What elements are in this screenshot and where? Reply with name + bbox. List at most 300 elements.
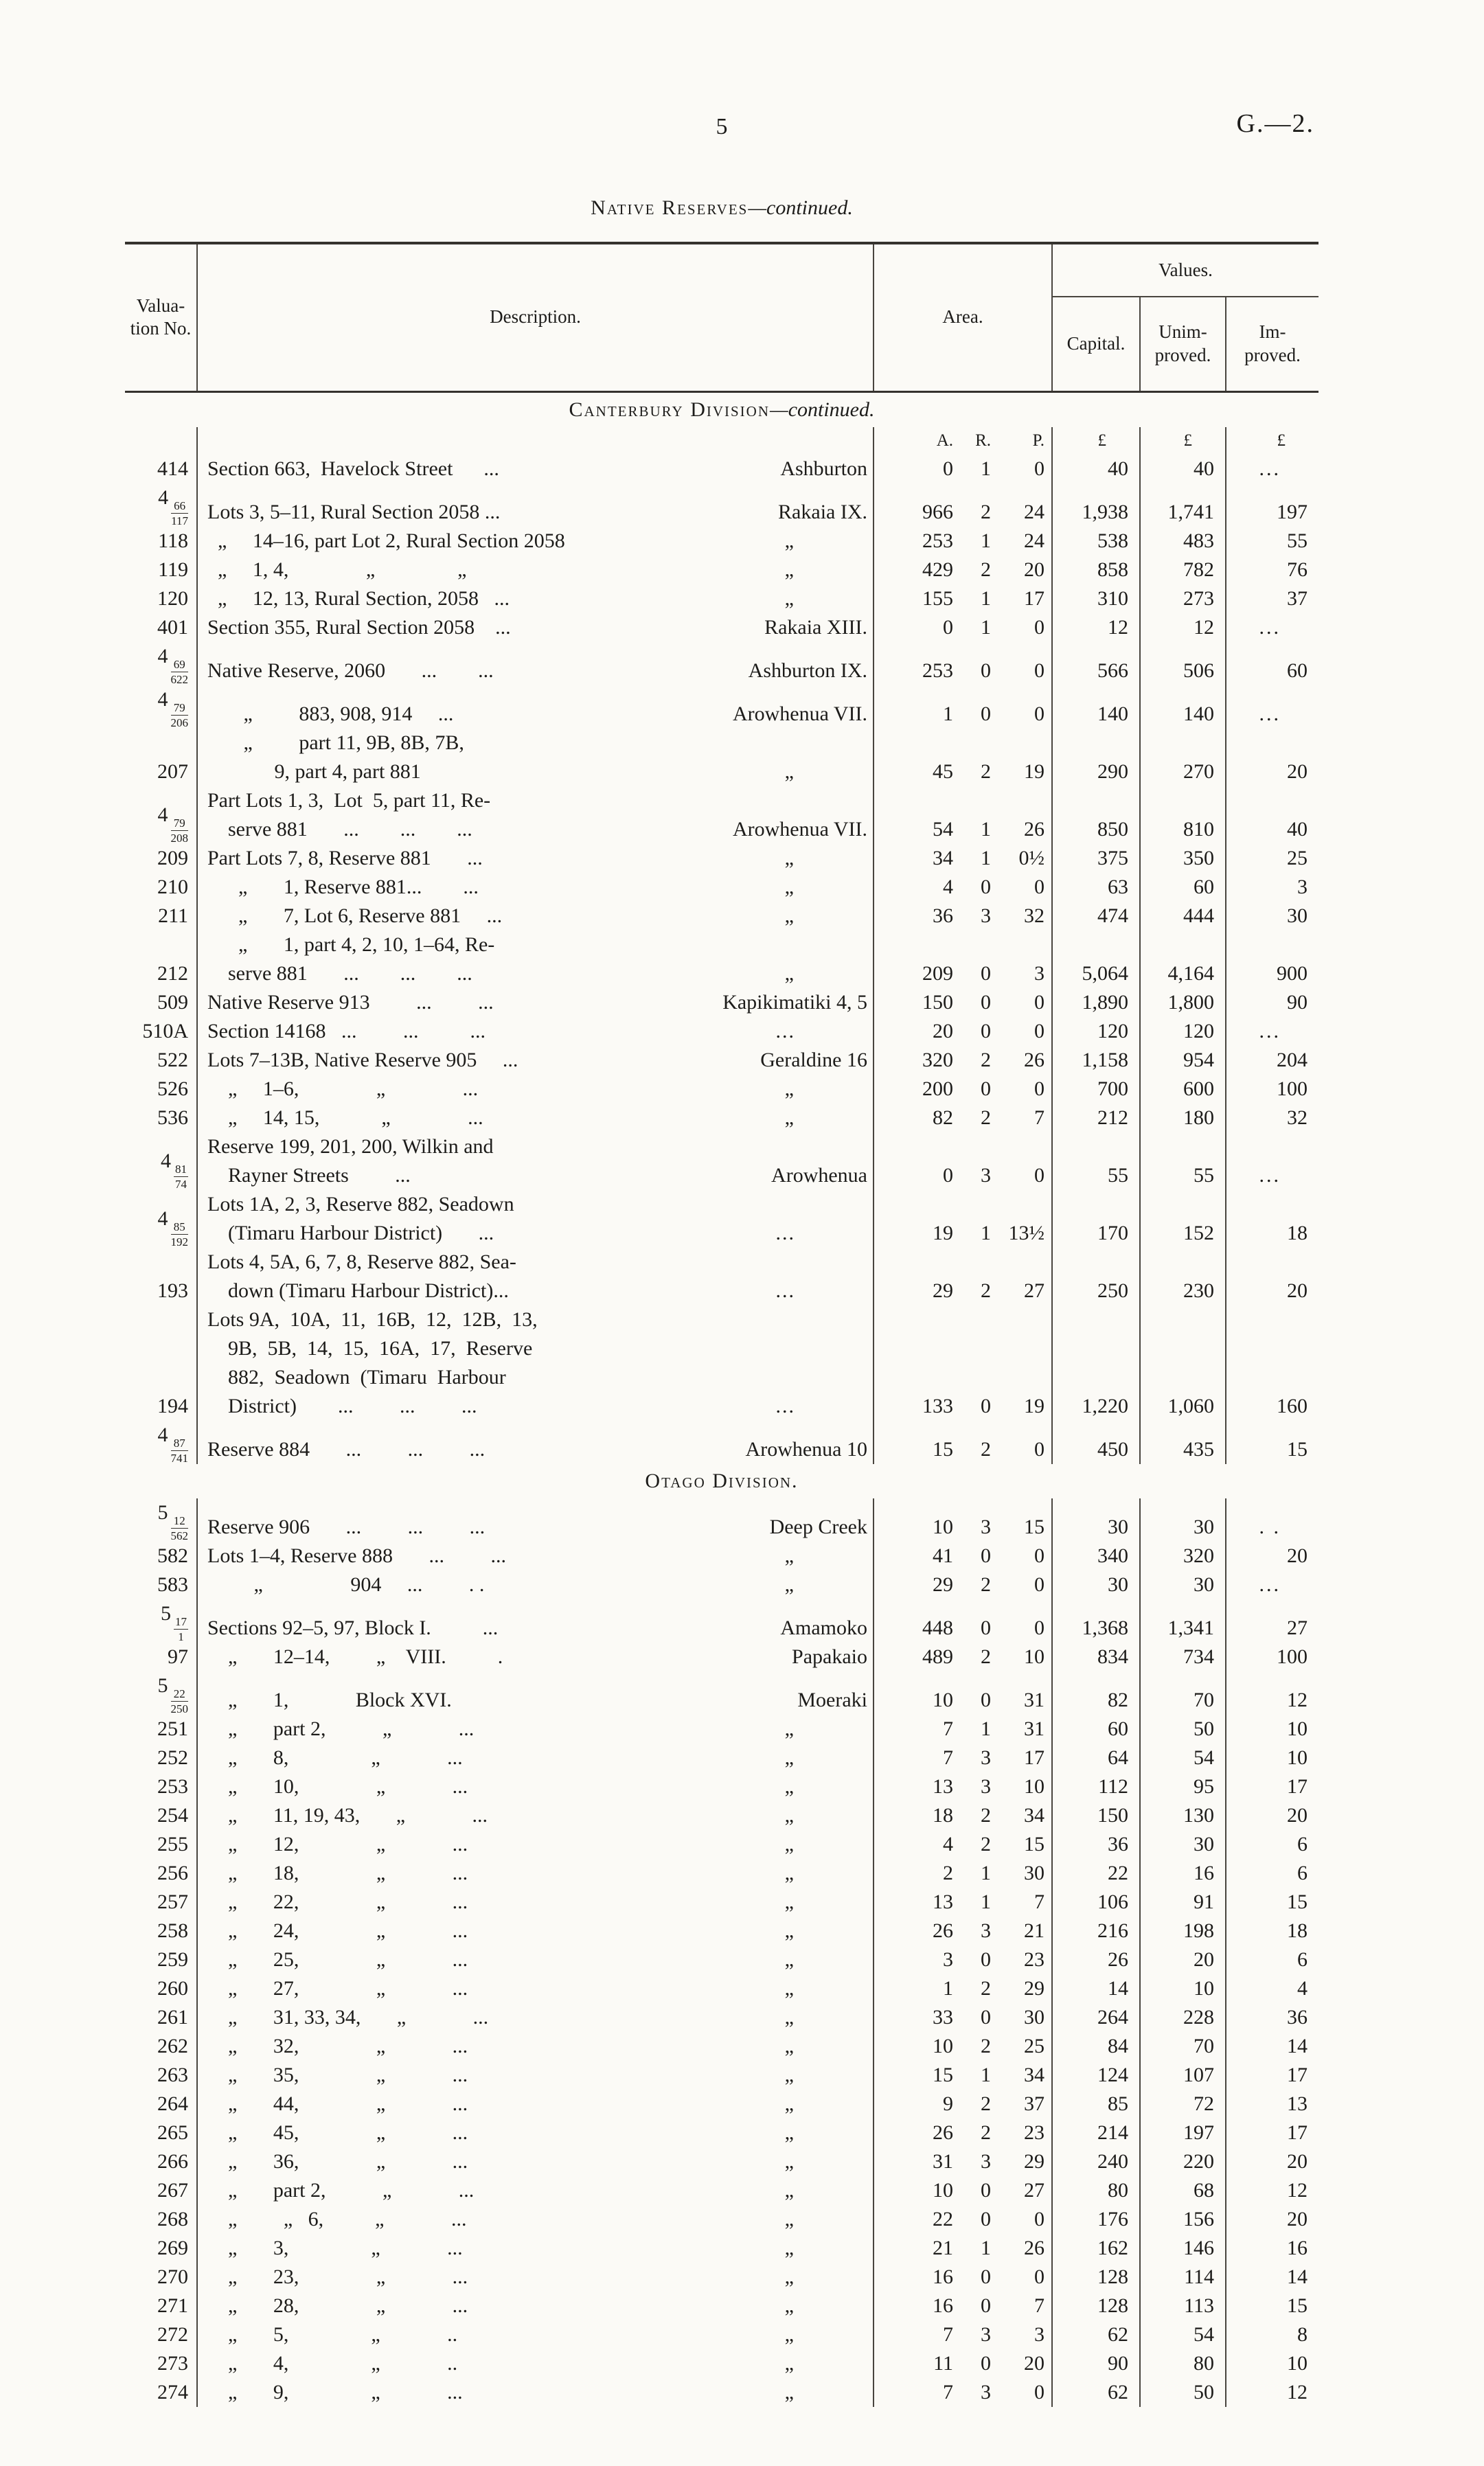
description-line: Lots 7–13B, Native Reserve 905 ...: [207, 1048, 518, 1071]
fraction-numerator: 66: [171, 500, 188, 514]
description-text: [207, 700, 453, 729]
table-row: [125, 2003, 1319, 2032]
table-row: [125, 2349, 1319, 2378]
unit-pound: £: [1277, 431, 1286, 450]
description-cell: [197, 2263, 874, 2292]
improved-value: 17: [1287, 1774, 1308, 1798]
improved-value: 6: [1297, 1861, 1308, 1884]
unimproved-value: 40: [1140, 455, 1226, 483]
table-row: [125, 642, 1319, 685]
valuation-no: 509: [125, 988, 197, 1017]
description-cell: [197, 613, 874, 642]
description-text: [207, 1190, 514, 1248]
fraction-denominator: 622: [170, 672, 188, 686]
area-cell: [874, 1571, 1052, 1599]
improved-value: 8: [1297, 2322, 1308, 2346]
locality: „: [784, 2322, 795, 2346]
fraction-numerator: 79: [171, 817, 189, 831]
description-cell: [197, 1248, 874, 1305]
fraction-denominator: 741: [170, 1451, 188, 1465]
description-line: „ 1, Block XVI.: [207, 1688, 452, 1711]
capital-value: 82: [1052, 1671, 1140, 1715]
fraction-denominator: 74: [175, 1177, 187, 1191]
area-perches: 0: [1034, 2265, 1044, 2288]
unimproved-value: 734: [1140, 1643, 1226, 1671]
locality: „: [784, 2380, 795, 2404]
valuation-no: 583: [125, 1571, 197, 1599]
description-cell: [197, 2090, 874, 2119]
area-acres: 7: [943, 2322, 953, 2346]
description-cell: [197, 1917, 874, 1945]
capital-value: 176: [1052, 2205, 1140, 2234]
improved-value: ...: [1259, 1019, 1281, 1042]
valuation-no: 97: [125, 1643, 197, 1671]
unimproved-value: 95: [1140, 1772, 1226, 1801]
area-roods: 1: [981, 2236, 991, 2259]
description-text: [207, 1305, 538, 1421]
table-row: [125, 2378, 1319, 2407]
area-cell: [874, 1104, 1052, 1132]
valuation-no: 268: [125, 2205, 197, 2234]
area-acres: 10: [933, 2178, 953, 2202]
area-cell: [874, 2205, 1052, 2234]
valuation-no: 522: [125, 1046, 197, 1075]
area-acres: 253: [922, 529, 953, 552]
improved-value: 90: [1287, 990, 1308, 1014]
area-cell: [874, 2234, 1052, 2263]
area-perches: 24: [1024, 529, 1044, 552]
unimproved-value: 198: [1140, 1917, 1226, 1945]
unimproved-value: 483: [1140, 527, 1226, 556]
description-line: „ 1, Reserve 881... ...: [207, 875, 479, 898]
description-cell: [197, 1498, 874, 1542]
description-line: „ 14, 15, „ ...: [207, 1106, 483, 1129]
area-acres: 54: [933, 817, 953, 841]
column-header-unimproved: [1140, 297, 1226, 391]
description-cell: [197, 584, 874, 613]
area-acres: 29: [933, 1279, 953, 1302]
description-line: „ 12–14, „ VIII. .: [207, 1645, 503, 1668]
area-roods: 0: [981, 2005, 991, 2029]
area-cell: [874, 455, 1052, 483]
capital-value: 22: [1052, 1859, 1140, 1888]
valuation-no-whole: 4: [157, 1423, 168, 1446]
capital-value: 62: [1052, 2378, 1140, 2407]
description-line: „ 11, 19, 43, „ ...: [207, 1803, 488, 1827]
valuation-no: 269: [125, 2234, 197, 2263]
area-roods: 2: [981, 1573, 991, 1596]
area-roods: 3: [981, 904, 991, 927]
improved-value: ...: [1259, 457, 1281, 480]
description-cell: [197, 1571, 874, 1599]
fraction-denominator: 562: [170, 1529, 188, 1542]
locality: „: [784, 961, 795, 985]
valuation-no-fraction: [171, 500, 188, 527]
description-text: [207, 1075, 478, 1104]
improved-value: 76: [1287, 558, 1308, 581]
improved-value: 14: [1287, 2265, 1308, 2288]
improved-value: ...: [1259, 1163, 1281, 1187]
improved-value: 100: [1277, 1077, 1308, 1100]
locality: „: [784, 2149, 795, 2173]
area-acres: 45: [933, 760, 953, 783]
description-cell: [197, 1599, 874, 1643]
area-roods: 2: [981, 1279, 991, 1302]
valuation-no: 510A: [125, 1017, 197, 1046]
capital-value: 170: [1052, 1190, 1140, 1248]
unimproved-value: 91: [1140, 1888, 1226, 1917]
improved-value: 20: [1287, 1279, 1308, 1302]
unimproved-value: 220: [1140, 2147, 1226, 2176]
area-acres: 448: [922, 1616, 953, 1639]
capital-value: 80: [1052, 2176, 1140, 2205]
capital-value: 12: [1052, 613, 1140, 642]
improved-value: 40: [1287, 817, 1308, 841]
area-perches: 0: [1034, 457, 1044, 480]
area-roods: 1: [981, 1890, 991, 1913]
locality: „: [784, 1573, 795, 1596]
locality: Papakaio: [792, 1645, 867, 1668]
unimproved-value: 600: [1140, 1075, 1226, 1104]
valuation-no-fraction: [171, 817, 189, 844]
description-cell: [197, 2349, 874, 2378]
description-text: [207, 1830, 468, 1859]
description-cell: [197, 455, 874, 483]
area-perches: 26: [1024, 817, 1044, 841]
division-heading: [125, 391, 1319, 427]
area-perches: 15: [1024, 1832, 1044, 1856]
description-line: serve 881 ... ... ...: [207, 817, 472, 841]
valuation-no-fraction: [171, 1437, 189, 1464]
description-text: [207, 584, 510, 613]
table-body: [125, 391, 1319, 2407]
description-cell: [197, 1671, 874, 1715]
area-perches: 31: [1024, 1717, 1044, 1740]
capital-value: 106: [1052, 1888, 1140, 1917]
valuation-no: [125, 685, 197, 729]
description-cell: [197, 1132, 874, 1190]
valuation-no: 274: [125, 2378, 197, 2407]
description-line: Native Reserve 913 ... ...: [207, 990, 494, 1014]
area-acres: 0: [943, 615, 953, 639]
area-acres: 7: [943, 1746, 953, 1769]
description-line: „ 8, „ ...: [207, 1746, 463, 1769]
column-header-improved: [1226, 297, 1319, 391]
description-line: „ 25, „ ...: [207, 1948, 468, 1971]
area-roods: 0: [981, 1616, 991, 1639]
description-cell: [197, 1888, 874, 1917]
area-cell: [874, 2119, 1052, 2147]
valuation-no: 414: [125, 455, 197, 483]
unimproved-value: 444: [1140, 902, 1226, 931]
area-roods: 2: [981, 500, 991, 523]
area-perches: 23: [1024, 1948, 1044, 1971]
improved-value: 10: [1287, 1717, 1308, 1740]
valuation-no: 193: [125, 1248, 197, 1305]
unimproved-value: 107: [1140, 2061, 1226, 2090]
table-row: [125, 2205, 1319, 2234]
unimproved-value: 4,164: [1140, 931, 1226, 988]
area-perches: 7: [1034, 1890, 1044, 1913]
area-perches: 0: [1034, 702, 1044, 725]
area-acres: 150: [922, 990, 953, 1014]
valuation-no: 263: [125, 2061, 197, 2090]
fraction-denominator: 208: [170, 831, 188, 845]
description-line: „ 12, „ ...: [207, 1832, 468, 1856]
area-cell: [874, 1715, 1052, 1744]
table-row: [125, 1888, 1319, 1917]
improved-value: 160: [1277, 1394, 1308, 1417]
locality: Amamoko: [780, 1616, 867, 1639]
unimproved-value: 1,341: [1140, 1599, 1226, 1643]
area-roods: 0: [981, 702, 991, 725]
area-perches: 23: [1024, 2121, 1044, 2144]
area-acres: 18: [933, 1803, 953, 1827]
valuation-no-whole: 5: [161, 1601, 171, 1625]
description-line: „ 1, 4, „ „: [207, 558, 467, 581]
description-line: Section 14168 ... ... ...: [207, 1019, 486, 1042]
area-roods: 3: [981, 1163, 991, 1187]
valuation-no-fraction: [174, 1616, 188, 1643]
valuation-no: 262: [125, 2032, 197, 2061]
locality: „: [784, 1832, 795, 1856]
area-roods: 2: [981, 1832, 991, 1856]
area-acres: 15: [933, 1437, 953, 1461]
description-cell: [197, 1643, 874, 1671]
locality: „: [784, 846, 795, 869]
valuation-no-fraction: [171, 702, 189, 729]
units-spacer-desc: [197, 427, 874, 455]
area-perches: 32: [1024, 904, 1044, 927]
table-row: [125, 1643, 1319, 1671]
table-header: [125, 243, 1319, 391]
unimproved-value: 1,060: [1140, 1305, 1226, 1421]
locality: Arowhenua VII.: [732, 702, 867, 725]
description-line: Part Lots 7, 8, Reserve 881 ...: [207, 846, 483, 869]
description-line: Lots 9A, 10A, 11, 16B, 12, 12B, 13,: [207, 1308, 538, 1331]
valuation-no-label-line2: tion No.: [130, 318, 192, 339]
area-perches: 0: [1034, 2207, 1044, 2230]
locality: „: [784, 1774, 795, 1798]
area-acres: 21: [933, 2236, 953, 2259]
area-acres: 16: [933, 2294, 953, 2317]
unimproved-value: 350: [1140, 844, 1226, 873]
area-acres: 13: [933, 1890, 953, 1913]
capital-value: 62: [1052, 2320, 1140, 2349]
capital-value: 214: [1052, 2119, 1140, 2147]
description-line: Lots 1A, 2, 3, Reserve 882, Seadown: [207, 1192, 514, 1215]
locality: Rakaia XIII.: [764, 615, 867, 639]
description-cell: [197, 844, 874, 873]
area-acres: 253: [922, 659, 953, 682]
capital-value: 375: [1052, 844, 1140, 873]
description-text: [207, 1017, 486, 1046]
valuation-no: 253: [125, 1772, 197, 1801]
locality: Ashburton IX.: [748, 659, 867, 682]
description-line: Section 355, Rural Section 2058 ...: [207, 615, 511, 639]
description-line: „ 9, „ ...: [207, 2380, 463, 2404]
unimproved-value: 68: [1140, 2176, 1226, 2205]
capital-value: 63: [1052, 873, 1140, 902]
unimproved-value: 810: [1140, 786, 1226, 844]
description-line: „ 32, „ ...: [207, 2034, 468, 2057]
description-text: [207, 2032, 468, 2061]
description-line: „ 5, „ ..: [207, 2322, 458, 2346]
locality: „: [784, 1976, 795, 2000]
valuation-no: [125, 642, 197, 685]
description-cell: [197, 2147, 874, 2176]
description-line: „ 1, part 4, 2, 10, 1–64, Re-: [207, 933, 495, 956]
valuation-no: 212: [125, 931, 197, 988]
improved-value: . .: [1259, 1515, 1281, 1538]
table-row: [125, 584, 1319, 613]
area-cell: [874, 2320, 1052, 2349]
unit-perches: P.: [1032, 431, 1044, 450]
locality: „: [784, 1746, 795, 1769]
area-acres: 13: [933, 1774, 953, 1798]
description-cell: [197, 1305, 874, 1421]
description-text: [207, 1917, 468, 1945]
fraction-denominator: 192: [170, 1235, 188, 1248]
description-text: [207, 1248, 516, 1305]
description-text: [207, 1945, 468, 1974]
description-text: [207, 1744, 463, 1772]
unimproved-value: 114: [1140, 2263, 1226, 2292]
description-text: [207, 2147, 468, 2176]
area-acres: 200: [922, 1077, 953, 1100]
description-text: [207, 1643, 503, 1671]
improved-value: ...: [1259, 615, 1281, 639]
area-acres: 0: [943, 1163, 953, 1187]
area-perches: 26: [1024, 2236, 1044, 2259]
capital-value: 700: [1052, 1075, 1140, 1104]
valuation-no: [125, 1190, 197, 1248]
locality: Arowhenua VII.: [732, 817, 867, 841]
description-line: „ 27, „ ...: [207, 1976, 468, 2000]
unimproved-value: 30: [1140, 1498, 1226, 1542]
capital-value: 90: [1052, 2349, 1140, 2378]
area-perches: 0: [1034, 2380, 1044, 2404]
locality: ...: [775, 1279, 795, 1302]
locality: „: [784, 2005, 795, 2029]
area-perches: 25: [1024, 2034, 1044, 2057]
locality: „: [784, 1544, 795, 1567]
area-roods: 1: [981, 1861, 991, 1884]
improved-value: 204: [1277, 1048, 1308, 1071]
area-cell: [874, 2061, 1052, 2090]
description-cell: [197, 685, 874, 729]
table-row: [125, 556, 1319, 584]
valuation-no: [125, 1498, 197, 1542]
description-text: [207, 1513, 485, 1542]
area-perches: 0: [1034, 1163, 1044, 1187]
area-perches: 27: [1024, 1279, 1044, 1302]
valuation-no: [125, 1671, 197, 1715]
area-cell: [874, 1190, 1052, 1248]
locality: „: [784, 760, 795, 783]
description-text: [207, 2234, 463, 2263]
area-perches: 0½: [1018, 846, 1044, 869]
description-cell: [197, 931, 874, 988]
table-row: [125, 2292, 1319, 2320]
area-roods: 2: [981, 1976, 991, 2000]
description-line: Lots 1–4, Reserve 888 ... ...: [207, 1544, 506, 1567]
area-cell: [874, 527, 1052, 556]
table-row: [125, 1190, 1319, 1248]
area-cell: [874, 2378, 1052, 2407]
capital-value: 290: [1052, 729, 1140, 786]
locality: „: [784, 529, 795, 552]
area-cell: [874, 685, 1052, 729]
improved-value: 6: [1297, 1948, 1308, 1971]
area-roods: 2: [981, 1645, 991, 1668]
area-roods: 0: [981, 1688, 991, 1711]
valuation-table: [125, 242, 1319, 2407]
description-text: [207, 1888, 468, 1917]
capital-value: 1,220: [1052, 1305, 1140, 1421]
description-text: [207, 1046, 518, 1075]
area-acres: 11: [933, 2351, 953, 2375]
unimproved-value: 320: [1140, 1542, 1226, 1571]
capital-value: 1,890: [1052, 988, 1140, 1017]
valuation-no: 119: [125, 556, 197, 584]
improved-value: 12: [1287, 2178, 1308, 2202]
area-acres: 133: [922, 1394, 953, 1417]
column-header-valuation-no: [125, 243, 197, 391]
description-cell: [197, 1421, 874, 1464]
description-cell: [197, 527, 874, 556]
description-cell: [197, 1542, 874, 1571]
table-row: [125, 1421, 1319, 1464]
description-line: Lots 4, 5A, 6, 7, 8, Reserve 882, Sea-: [207, 1250, 516, 1273]
table-row: [125, 873, 1319, 902]
capital-value: 120: [1052, 1017, 1140, 1046]
description-line: „ part 2, „ ...: [207, 2178, 475, 2202]
area-roods: 2: [981, 1106, 991, 1129]
division-name: Canterbury Division: [569, 398, 770, 421]
table-row: [125, 2119, 1319, 2147]
description-text: [207, 2292, 468, 2320]
capital-value: 140: [1052, 685, 1140, 729]
area-perches: 10: [1024, 1645, 1044, 1668]
area-perches: 29: [1024, 1976, 1044, 2000]
table-row: [125, 1830, 1319, 1859]
area-cell: [874, 613, 1052, 642]
table-row: [125, 2320, 1319, 2349]
capital-value: 566: [1052, 642, 1140, 685]
area-perches: 26: [1024, 1048, 1044, 1071]
table-row: [125, 1859, 1319, 1888]
valuation-no: 271: [125, 2292, 197, 2320]
area-acres: 22: [933, 2207, 953, 2230]
locality: „: [784, 586, 795, 610]
valuation-no-fraction: [174, 1163, 188, 1190]
area-acres: 0: [943, 457, 953, 480]
description-cell: [197, 786, 874, 844]
document-title-main: Native Reserves: [591, 196, 749, 219]
area-perches: 13½: [1008, 1221, 1044, 1244]
area-acres: 1: [943, 1976, 953, 2000]
area-roods: 1: [981, 846, 991, 869]
description-text: [207, 1132, 494, 1190]
description-text: [207, 1801, 488, 1830]
description-text: [207, 1104, 483, 1132]
improved-value: 17: [1287, 2121, 1308, 2144]
area-roods: 1: [981, 1717, 991, 1740]
locality: „: [784, 2034, 795, 2057]
area-cell: [874, 1643, 1052, 1671]
unimproved-value: 113: [1140, 2292, 1226, 2320]
